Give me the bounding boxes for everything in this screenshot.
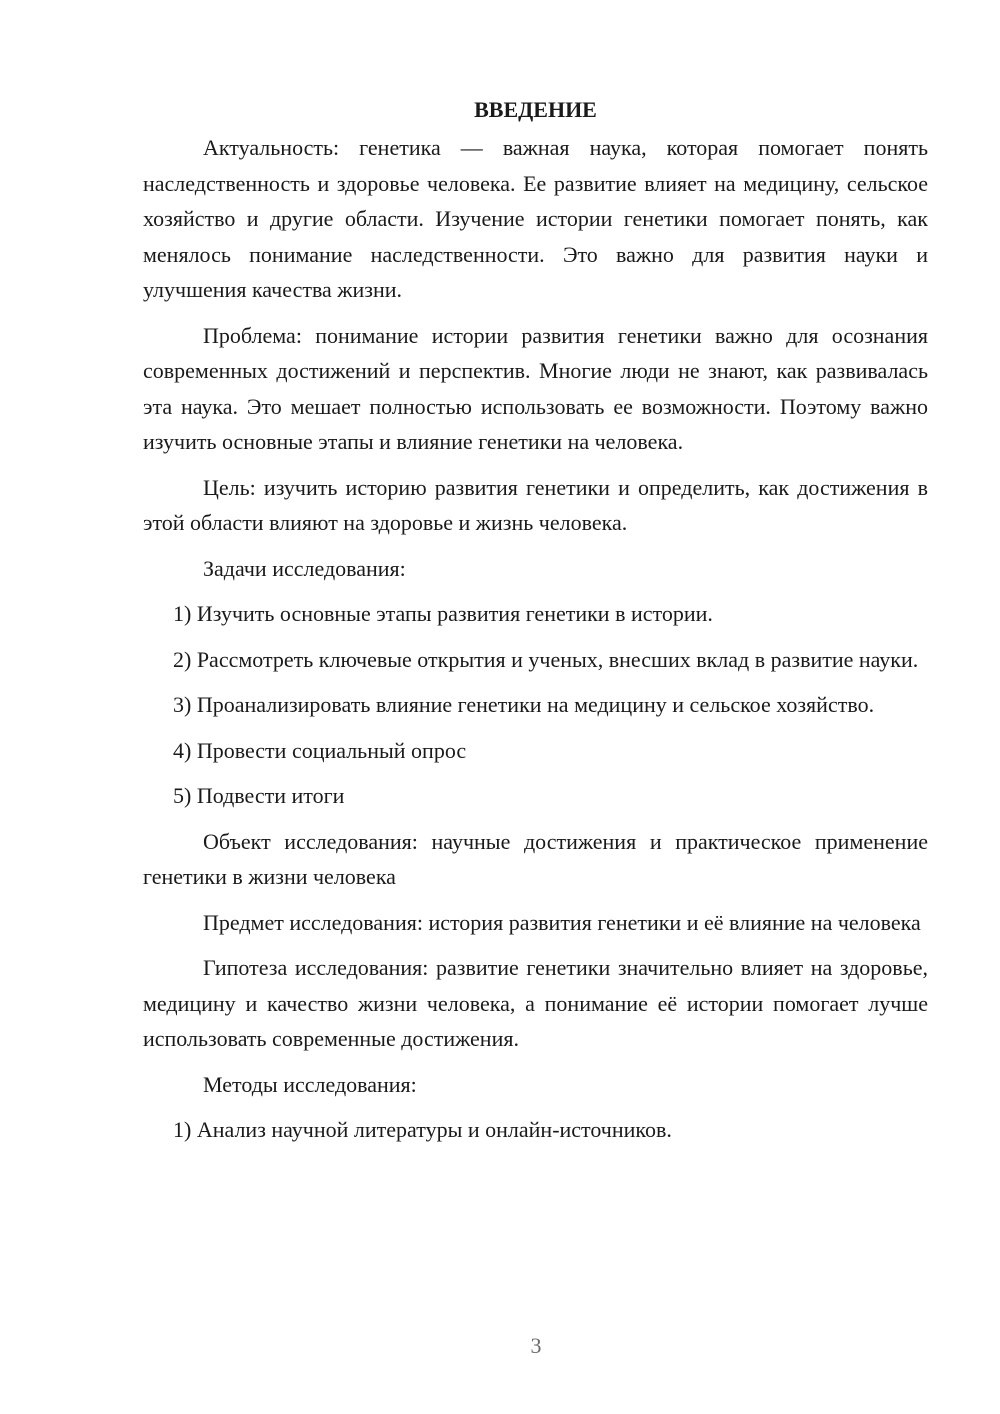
task-item: 4) Провести социальный опрос — [173, 737, 467, 763]
task-item: 5) Подвести итоги — [173, 783, 345, 808]
subject-paragraph: Предмет исследования: история развития генетики и её влияние на человека — [203, 909, 921, 935]
page-number: 3 — [530, 1333, 542, 1358]
goal-paragraph: Цель: изучить историю развития генетики и определить, как достижения в этой области влияют на здоровье и жизнь человека. — [143, 474, 928, 535]
tasks-title: Задачи исследования: — [203, 555, 406, 581]
page-content — [143, 92, 928, 1158]
hypothesis-paragraph: Гипотеза исследования: развитие генетики значительно влияет на здоровье, медицину и качество жизни человека, а понимание её истории помогает лучше использовать современные достижения. — [143, 955, 928, 1051]
problem-paragraph: Проблема: понимание истории развития генетики важно для осознания современных достижений и перспектив. Многие люди не знают, как развивалась эта наука. Это мешает полностью использовать ее возможности. Поэтому важно изучить основные этапы и влияние генетики на человека. — [143, 322, 928, 454]
methods-title: Методы исследования: — [203, 1071, 417, 1097]
method-item: 1) Анализ научной литературы и онлайн-источников. — [173, 1117, 672, 1142]
relevance-paragraph: Актуальность: генетика — важная наука, которая помогает понять наследственность и здоровье человека. Ее развитие влияет на медицину, сельское хозяйство и другие области. Изучение истории генетики помогает понять, как менялось понимание наследственности. Это важно для развития науки и улучшения качества жизни. — [143, 135, 928, 302]
task-item: 2) Рассмотреть ключевые открытия и ученых, внесших вклад в развитие науки. — [173, 646, 919, 672]
page-title: ВВЕДЕНИЕ — [474, 97, 597, 122]
object-paragraph: Объект исследования: научные достижения и практическое применение генетики в жизни человека — [143, 828, 928, 889]
task-item: 1) Изучить основные этапы развития генетики в истории. — [173, 601, 713, 626]
task-item: 3) Проанализировать влияние генетики на медицину и сельское хозяйство. — [173, 692, 875, 717]
